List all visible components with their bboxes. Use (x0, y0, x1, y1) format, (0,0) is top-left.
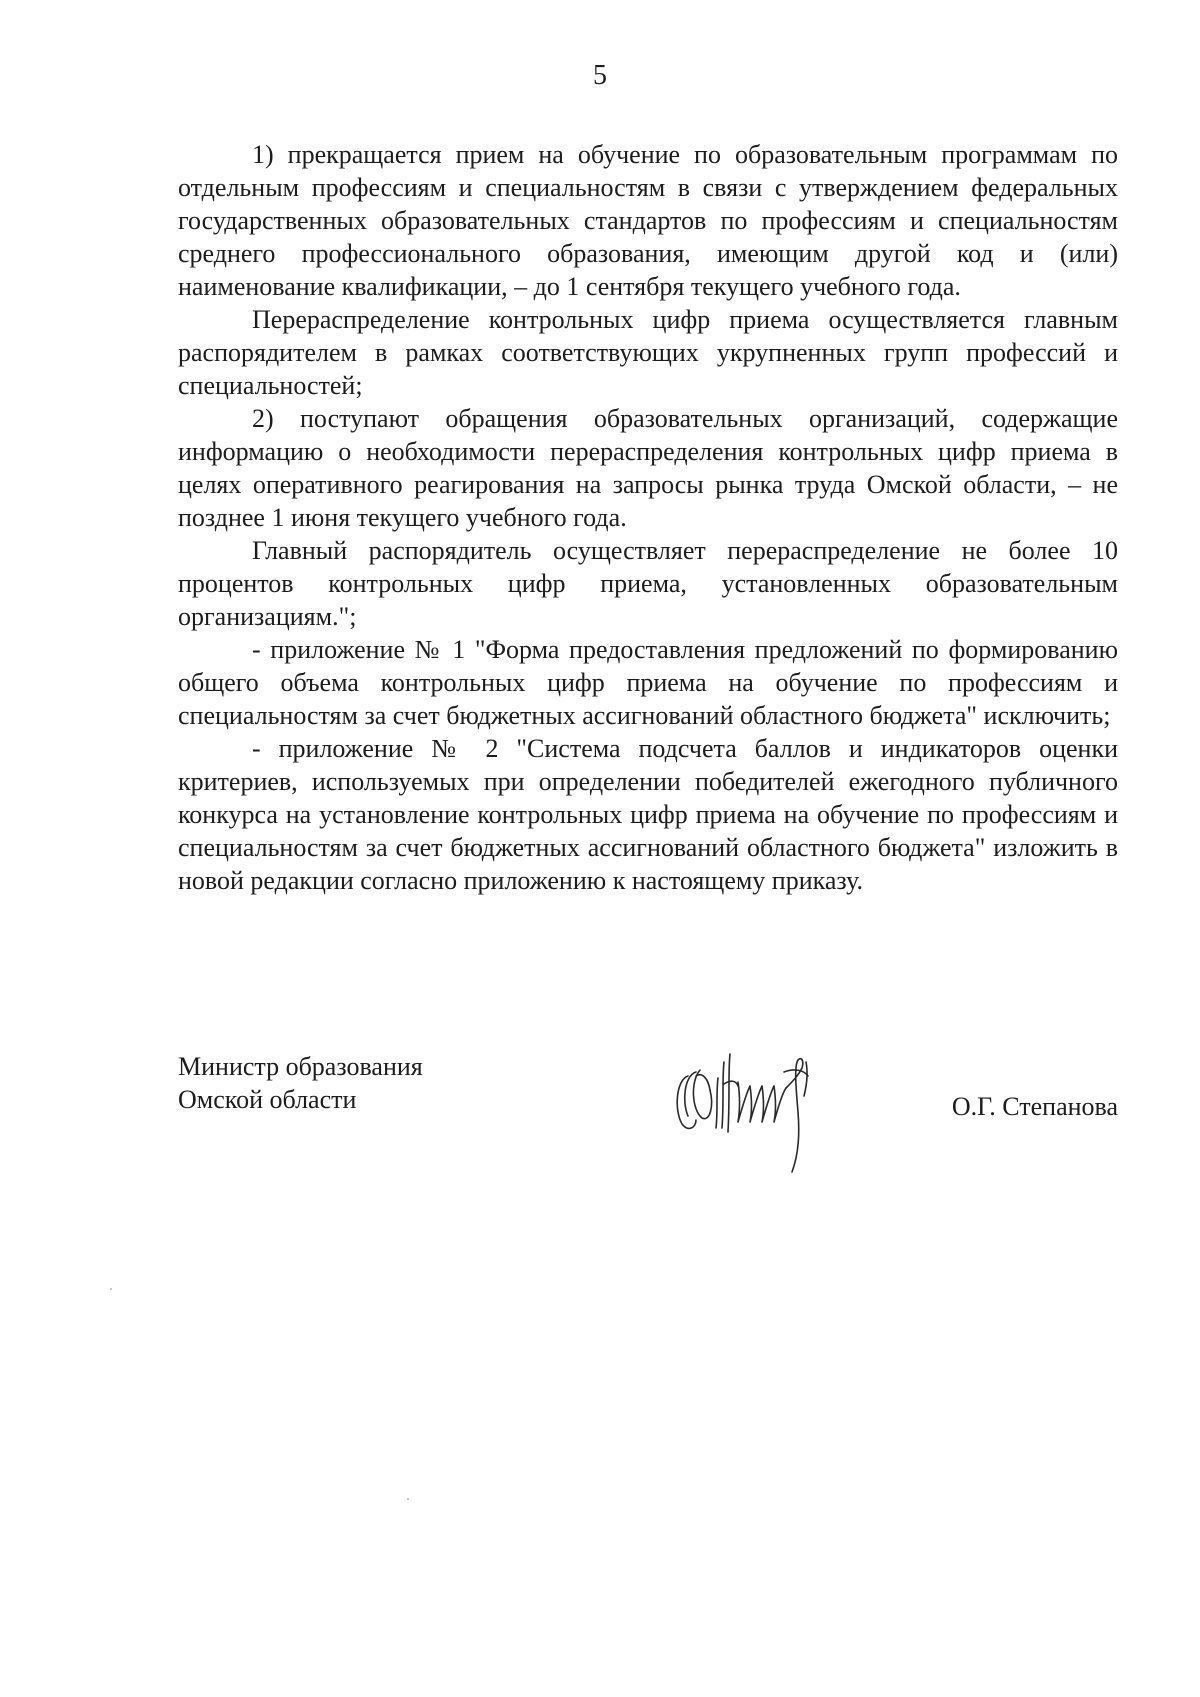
paragraph-1: 1) прекращается прием на обучение по образовательным программам по отдельным профессиям и специальностям в связи с утверждением федеральных государственных образовательных стандартов по профессиям и специальностям среднего профессионального образования, имеющим другой код и (или) наименование квалификации, – до 1 сентября текущего учебного года. (178, 140, 1118, 301)
scan-artifact (110, 1288, 112, 1290)
signer-title (178, 1050, 423, 1116)
signature-block (178, 1050, 1118, 1170)
paragraph-4: Главный распорядитель осуществляет перераспределение не более 10 процентов контрольных цифр приема, установленных образовательным организациям."; (178, 536, 1118, 631)
paragraph-2: Перераспределение контрольных цифр приема осуществляется главным распорядителем в рамках соответствующих укрупненных групп профессий и специальностей; (178, 305, 1118, 400)
signer-title-line-2: Омской области (178, 1085, 357, 1114)
handwritten-signature-icon (666, 1032, 856, 1182)
page-number: 5 (593, 60, 607, 91)
signer-title-line-1: Министр образования (178, 1052, 423, 1081)
signer-name: О.Г. Степанова (951, 1092, 1118, 1121)
scan-artifact (407, 1498, 409, 1500)
paragraph-5: - приложение № 1 "Форма предоставления предложений по формированию общего объема контрольных цифр приема на обучение по профессиям и специальностям за счет бюджетных ассигнований областного бюджета" исключить; (178, 635, 1118, 730)
paragraph-3: 2) поступают обращения образовательных организаций, содержащие информацию о необходимости перераспределения контрольных цифр приема в целях оперативного реагирования на запросы рынка труда Омской области, – не позднее 1 июня текущего учебного года. (178, 404, 1118, 532)
document-body (178, 138, 1118, 897)
paragraph-6: - приложение № 2 "Система подсчета баллов и индикаторов оценки критериев, используемых при определении победителей ежегодного публичного конкурса на установление контрольных цифр приема на обучение по профессиям и специальностям за счет бюджетных ассигнований областного бюджета" изложить в новой редакции согласно приложению к настоящему приказу. (178, 734, 1118, 895)
